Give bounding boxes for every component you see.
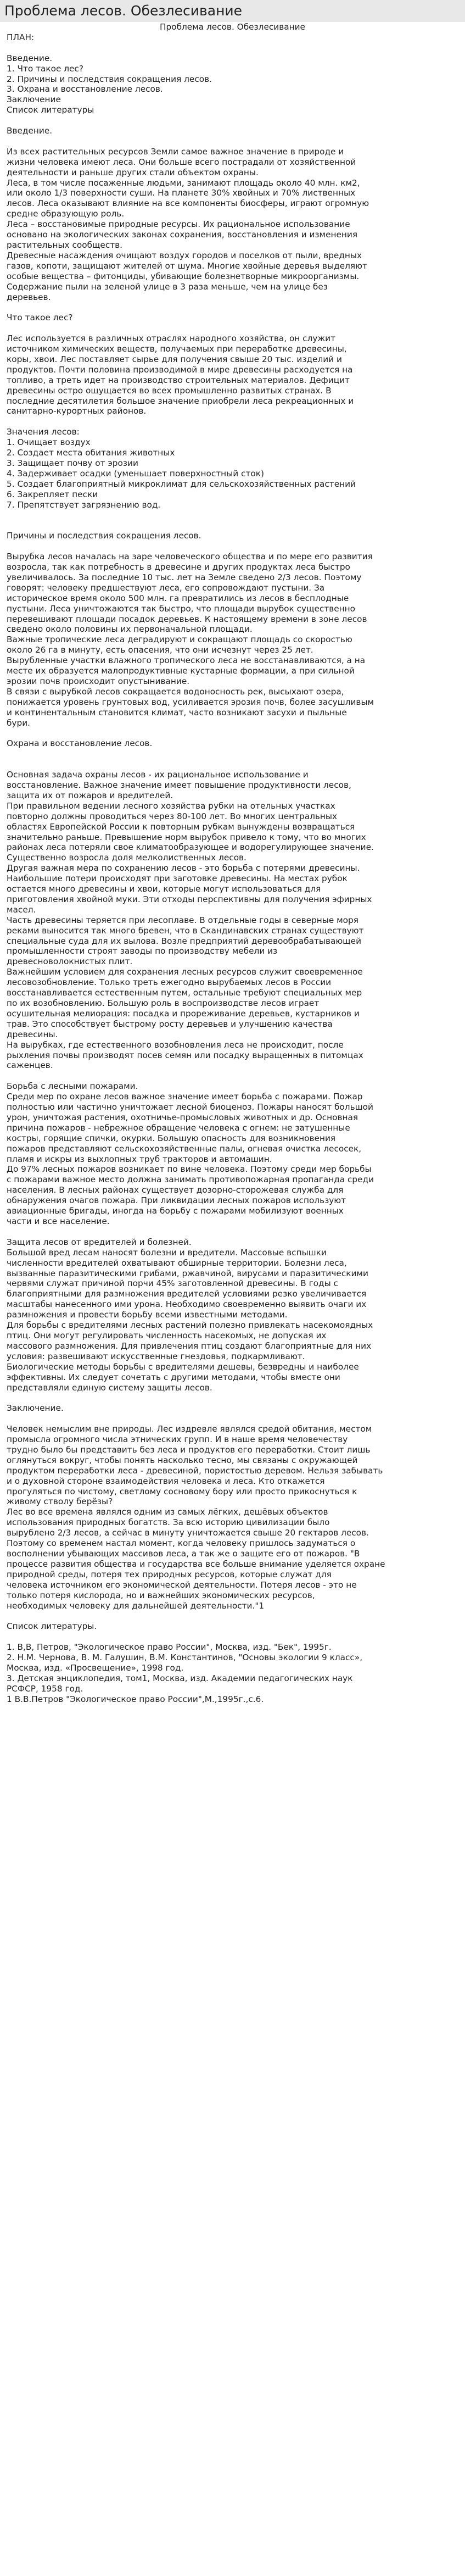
text-line: рыхления почвы производят посев семян или посадку выращенных в питомцах [7,1050,363,1060]
text-line: Человек немыслим вне природы. Лес издревле являлся средой обитания, местом [7,1424,372,1434]
text-line: деятельности и раньше других стали объектом охраны. [7,167,259,177]
text-line: Причины и последствия сокращения лесов. [7,531,201,541]
text-line: обнаружения очагов пожара. При ликвидации лесных пожаров используют [7,1195,346,1206]
text-line: Большой вред лесам наносят болезни и вредители. Массовые вспышки [7,1247,327,1258]
text-line: вызванные паразитическими грибами, ржавчиной, вирусами и паразитическими [7,1268,368,1278]
text-line: древесины остро ощущается во всех промышленно развитых странах. В [7,385,332,396]
text-line: Значения лесов: [7,427,80,437]
text-line: с пожарами важное место должна занимать противопожарная пропаганда среди [7,1175,374,1185]
text-line: Вырубленные участки влажного тропического леса не восстанавливаются, а на [7,655,366,666]
text-line: приготовления хвойной муки. Эти отходы перспективны для получения эфирных [7,894,372,904]
text-line [7,1414,458,1424]
text-line [7,510,458,521]
text-line: эрозии почв происходит опустынивание. [7,676,190,686]
text-line: восстанавливается естественным путем, остальные требуют специальных мер [7,988,362,998]
text-line: условия: развешивают искусственные гнездовья, подкармливают. [7,1351,305,1361]
text-line [7,520,458,531]
document-heading: Проблема лесов. Обезлесивание [160,22,305,32]
text-line: особые вещества – фитонциды, убивающие болезнетворные микроорганизмы. [7,271,360,281]
text-line: Основная задача охраны лесов - их рациональное использование и [7,770,309,780]
text-line: масел. [7,904,36,915]
text-line: использования природных богатств. За всю историю цивилизации было [7,1517,330,1528]
text-line: источником химических веществ, получаемых при переработке древесины, [7,344,347,354]
text-line: представляли единую систему защиты лесов. [7,1382,212,1393]
text-line: возросла, так как потребность в древесине и других продуктах леса быстро [7,561,350,572]
text-line: вырублено 2/3 лесов, а сейчас в минуту уничтожается свыше 20 гектаров лесов. [7,1528,369,1538]
text-line: Часть древесины теряется при лесоплаве. В отдельные годы в северные моря [7,915,358,925]
text-line [7,302,458,313]
text-line [7,541,458,552]
text-line: 3. Защищает почву от эрозии [7,458,138,468]
text-line: специальные суда для их вылова. Возле предприятий деревообрабатывающей [7,936,362,946]
text-line: 1. В,В, Петров, "Экологическое право России", Москва, изд. "Бек", 1995г. [7,1642,332,1653]
text-line: 4. Задерживает осадки (уменьшает поверхностный сток) [7,468,264,479]
text-line: последние десятилетия большое значение приобрели леса рекреационных и [7,396,354,406]
text-line [7,1393,458,1403]
text-line: трав. Это способствует быстрому росту деревьев и улучшению качества [7,1019,333,1029]
text-line: областях Европейской России к повторным рубкам вынуждены возвращаться [7,821,355,832]
text-line: газов, копоти, защищают жителей от шума. Многие хвойные деревья выделяют [7,260,367,271]
text-line: Введение. [7,126,53,136]
text-line: Древесные насаждения очищают воздух городов и поселков от пыли, вредных [7,250,362,260]
text-line: червями служат причиной порчи 45% заготовленной древесины. В годы с [7,1278,338,1289]
text-line: пожаров представляют сельскохозяйственные палы, огневая очистка лесосек, [7,1143,362,1154]
text-line: 2. Причины и последствия сокращения лесов. [7,74,212,84]
text-line: массового размножения. Для привлечения птиц создают благоприятные для них [7,1340,372,1351]
text-line [7,115,458,126]
text-line: 2. Н.М. Чернова, В. М. Галушин, В.М. Константинов, "Основы экологии 9 класс», [7,1653,363,1662]
text-line: реками выносится так много бревен, что в Скандинавских странах существуют [7,925,364,936]
text-line: промышленности строят заводы по производству мебели из [7,946,278,956]
text-line: 3. Охрана и восстановление лесов. [7,84,163,94]
text-line: промысла огромного числа этнических групп. И в наше время человечеству [7,1434,348,1444]
text-line: масштабы нанесенного ими урона. Необходимо своевременно выявить очаги их [7,1299,367,1310]
text-line: РСФСР, 1958 год. [7,1683,83,1694]
text-line: остается много древесины и хвои, которые могут использоваться для [7,884,321,894]
text-line: ПЛАН: [7,32,35,42]
text-line: На вырубках, где естественного возобновления леса не происходит, после [7,1039,344,1050]
text-line: бури. [7,717,31,728]
text-line: причина пожаров - небрежное обращение человека с огнем: не затушенные [7,1122,350,1133]
text-line: человека источником его экономической деятельности. Потеря лесов - это не [7,1579,357,1590]
text-line: и о духовной стороне взаимодействия человека и леса. Кто откажется [7,1476,325,1486]
text-line: птиц. Они могут регулировать численность насекомых, не допуская их [7,1330,327,1340]
text-line [7,136,458,147]
text-line: только потеря кислорода, но и важнейших экономических ресурсов, [7,1590,315,1600]
text-line: 3. Детская энциклопедия, том1, Москва, изд. Академии педагогических наук [7,1673,353,1683]
text-line: Защита лесов от вредителей и болезней. [7,1237,192,1247]
text-line: Охрана и восстановление лесов. [7,738,153,749]
text-line: говорят: человеку предшествуют леса, его сопровождают пустыни. За [7,582,325,593]
text-line: прогуляться по чистому, светлому сосновому бору или просто прикоснуться к [7,1486,357,1496]
text-line: или около 1/3 поверхности суши. На планете 30% хвойных и 70% лиственных [7,188,356,198]
text-line: костры, горящие спички, окурки. Большую опасность для возникновения [7,1133,336,1143]
text-line: санитарно-курортных районов. [7,406,147,416]
text-line: эффективны. Их следует сочетать с другими методами, чтобы вместе они [7,1372,340,1382]
text-line: Важные тропические леса деградируют и сокращают площадь со скоростью [7,635,352,645]
text-line: Содержание пыли на зеленой улице в 3 раза меньше, чем на улице без [7,281,328,292]
document-body [0,22,465,1705]
text-line: лесов. Леса оказывают влияние на все компоненты биосферы, играют огромную [7,198,369,209]
text-line: оглянуться вокруг, чтобы понять насколько тесно, мы связаны с окружающей [7,1455,358,1465]
text-line: Важнейшим условием для сохранения лесных ресурсов служит своевременное [7,967,363,977]
text-line [7,759,458,770]
text-line: древесины. [7,1029,58,1039]
text-line: деревьев. [7,292,51,302]
text-line: восполнении убывающих массивов леса, а так же о защите его от пожаров. "В [7,1548,360,1559]
text-line: продуктом переработки леса - древесиной, пористостью деревом. Нельзя забывать [7,1465,383,1476]
text-line: Из всех растительных ресурсов Земли самое важное значение в природе и [7,146,344,157]
text-line: необходимых человеку для дальнейшей деятельности."1 [7,1600,265,1611]
text-line [7,728,458,738]
text-line: 5. Создает благоприятный микроклимат для сельскохозяйственных растений [7,479,356,489]
text-line: продуктов. Почти половина производимой в мире древесины расходуется на [7,364,353,375]
text-line: защита их от пожаров и вредителей. [7,790,173,800]
text-line [7,1227,458,1237]
text-line: осушительная мелиорация: посадка и прореживание деревьев, кустарников и [7,1008,360,1019]
text-line: благоприятными для размножения вредителей условиями резко увеличивается [7,1289,367,1299]
text-line: Что такое лес? [7,313,73,323]
text-line: сведено около половины их первоначальной площади. [7,624,253,635]
text-line: пламя и искры из выхлопных труб тракторов и автомашин. [7,1154,272,1164]
text-line: авиационные бригады, иногда на борьбу с пожарами мобилизуют военных [7,1206,344,1216]
text-line: Наибольшие потери происходят при заготовке древесины. На местах рубок [7,873,348,884]
text-line: 2. Создает места обитания животных [7,448,175,458]
text-line: историческое время около 500 млн. га превратились из лесов в бесплодные [7,593,349,603]
text-line: 7. Препятствует загрязнению вод. [7,499,161,510]
text-line: Лес во все времена являлся одним из самых лёгких, дешёвых объектов [7,1507,328,1517]
text-line: 6. Закрепляет пески [7,489,98,499]
text-line: основано на экологических законах сохранения, восстановления и изменения [7,230,358,240]
text-line: При правильном ведении лесного хозяйства рубки на отельных участках [7,800,335,811]
text-line: численности вредителей охватывают обширные территории. Болезни леса, [7,1258,347,1268]
text-line: Москва, изд. «Просвещение», 1998 год. [7,1662,184,1673]
text-line: Введение. [7,53,53,63]
text-line: 1 В.В.Петров "Экологическое право России",М.,1995г.,с.6. [7,1694,264,1704]
text-line: Вырубка лесов началась на заре человеческого общества и по мере его развития [7,552,373,562]
text-line: части и все население. [7,1216,110,1227]
text-line: понижается уровень грунтовых вод, усиливается эрозия почв, более засушливым [7,697,374,707]
text-line: живому стволу берёзы? [7,1496,113,1507]
text-line [7,1611,458,1621]
text-line [7,1632,458,1642]
text-line: Поэтому со временем настал момент, когда человеку пришлось задуматься о [7,1538,356,1549]
text-line: Список литературы [7,105,94,115]
text-line: повторно должны проводиться через 80-100 лет. Во многих центральных [7,811,338,821]
text-line: восстановление. Важное значение имеет повышение продуктивности лесов, [7,780,351,790]
text-line: Леса, в том числе посаженные людьми, занимают площадь около 40 млн. км2, [7,177,360,188]
text-line: Среди мер по охране лесов важное значение имеет борьба с пожарами. Пожар [7,1092,363,1102]
text-line: месте их образуется малопродуктивные кустарные формации, а при сильной [7,666,355,676]
text-line: и континентальным становится климат, часто возникают засухи и пыльные [7,707,347,717]
text-line: В связи с вырубкой лесов сокращается водоносность рек, высыхают озера, [7,686,344,697]
text-line: древесноволокнистых плит. [7,956,133,967]
text-line: лесовозобновление. Только треть ежегодно вырубаемых лесов в России [7,977,332,988]
text-line [7,323,458,333]
text-line: Заключение. [7,1403,64,1414]
text-line: Лес используется в различных отраслях народного хозяйства, он служит [7,333,336,344]
text-line: топливо, а треть идет на производство строительных материалов. Дефицит [7,375,350,385]
text-line: Для борьбы с вредителями лесных растений полезно привлекать насекомоядных [7,1320,373,1331]
text-line: увеличивалось. За последние 10 тыс. лет на Земле сведено 2/3 лесов. Поэтому [7,572,362,582]
page-title: Проблема лесов. Обезлесивание [0,0,465,22]
text-line: урон, уничтожая растения, охотничье-промысловых животных и др. Основная [7,1112,358,1122]
text-line [7,749,458,759]
text-line: Борьба с лесными пожарами. [7,1081,138,1092]
text-line: размножения и провести борьбу всеми известными методами. [7,1310,288,1320]
text-line: 1. Что такое лес? [7,63,83,74]
text-line: перевешивают площади посадок деревьев. К настоящему времени в зоне лесов [7,614,367,624]
text-line: значительно раньше. Превышение норм вырубок привело к тому, что во многих [7,832,366,842]
text-line: Другая важная мера по сохранению лесов - это борьба с потерями древесины. [7,863,360,873]
text-line: Биологические методы борьбы с вредителями дешевы, безвредны и наиболее [7,1361,359,1372]
text-line: трудно было бы представить без леса и продуктов его переработки. Стоит лишь [7,1444,371,1455]
text-line: около 26 га в минуту, есть опасения, что они исчезнут через 25 лет. [7,645,313,655]
text-line [7,43,458,53]
text-line: процессе развития общества и государства все больше внимание уделяется охране [7,1559,385,1569]
text-line: районах леса потеряли свое климатообразующее и водорегулирующее значение. [7,842,374,853]
text-line: населения. В лесных районах существует дозорно-сторожевая служба для [7,1185,344,1195]
text-line: пустыни. Леса уничтожаются так быстро, что площади вырубок существенно [7,603,356,614]
text-line: Заключение [7,94,61,105]
text-line: жизни человека имеют леса. Они больше всего пострадали от хозяйственной [7,157,356,167]
text-line: Существенно возросла доля мелколиственных лесов. [7,853,246,863]
text-line [7,416,458,427]
text-line: 1. Очищает воздух [7,437,91,448]
text-line: по их возобновлению. Большую роль в воспроизводстве лесов играет [7,998,320,1008]
text-line: природной среды, потеря тех природных ресурсов, которые служат для [7,1569,332,1579]
text-line: До 97% лесных пожаров возникает по вине человека. Поэтому среди мер борьбы [7,1164,372,1175]
text-line: средне образующую роль. [7,209,125,219]
text-line [7,1071,458,1081]
text-line: коры, хвои. Лес поставляет сырье для получения свыше 20 тыс. изделий и [7,354,342,364]
text-line: Леса – восстановимые природные ресурсы. Их рациональное использование [7,219,350,230]
text-line: Список литературы. [7,1621,97,1632]
text-line: полностью или частично уничтожает лесной биоценоз. Пожары наносят большой [7,1102,373,1112]
text-line: растительных сообществ. [7,240,123,250]
text-line: саженцев. [7,1060,53,1071]
